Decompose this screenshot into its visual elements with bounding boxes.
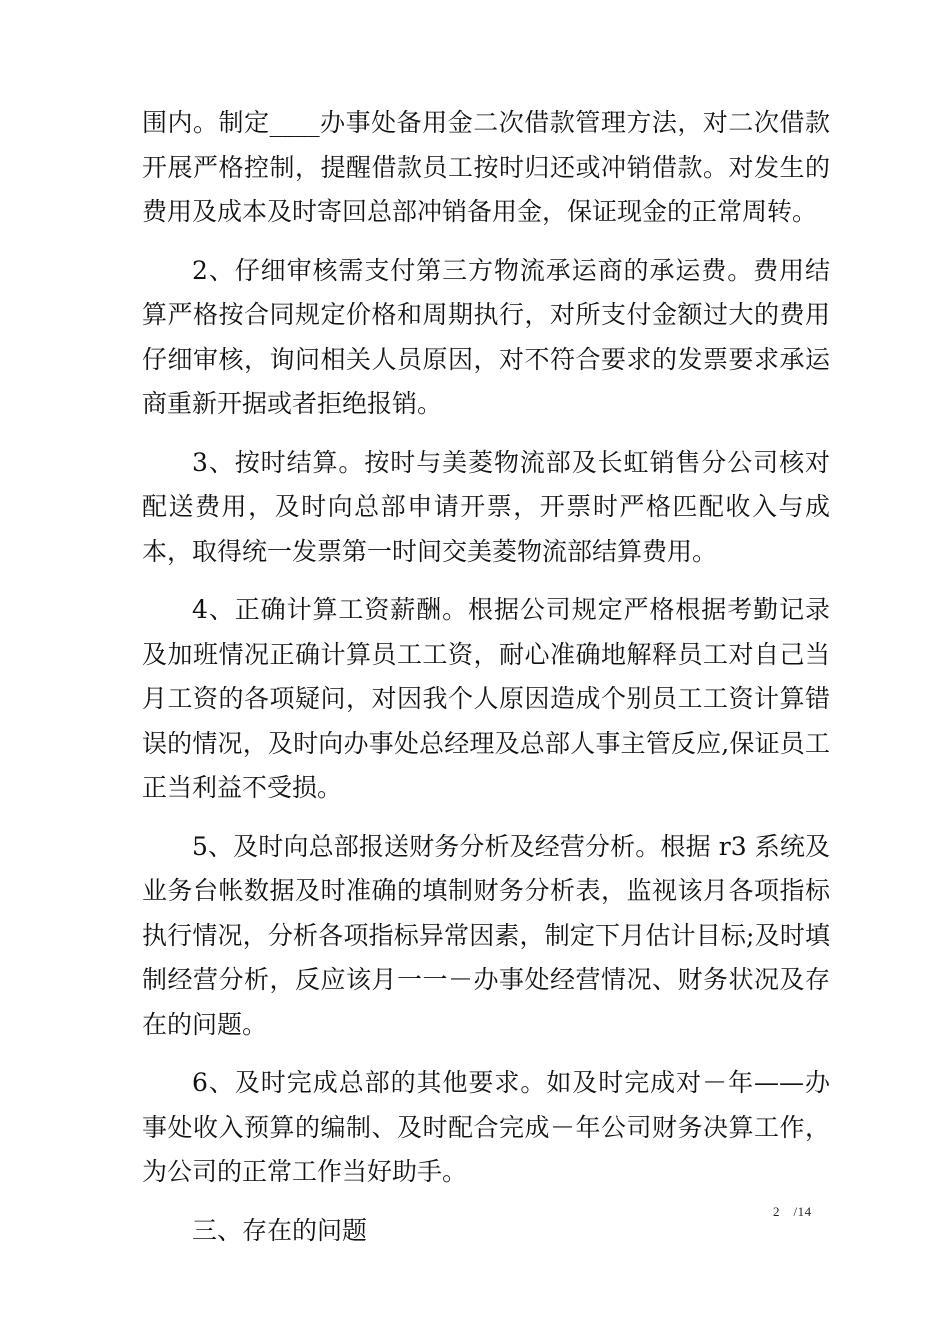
- paragraph-item-6: 6、及时完成总部的其他要求。如及时完成对－年——办事处收入预算的编制、及时配合完成－年公司财务决算工作，为公司的正常工作当好助手。: [142, 1068, 830, 1186]
- paragraph-continuation: 围内。制定____办事处备用金二次借款管理方法，对二次借款开展严格控制，提醒借款员工按时归还或冲销借款。对发生的费用及成本及时寄回总部冲销备用金，保证现金的正常周转。: [142, 108, 830, 226]
- page-number: 2 /14: [773, 1204, 812, 1219]
- paragraph-item-4: 4、正确计算工资薪酬。根据公司规定严格根据考勤记录及加班情况正确计算员工工资，耐心准确地解释员工对自己当月工资的各项疑问，对因我个人原因造成个别员工工资计算错误的情况，及时向办事处总经理及总部人事主管反应,保证员工正当利益不受损。: [142, 595, 830, 802]
- paragraph-item-5: 5、及时向总部报送财务分析及经营分析。根据 r3 系统及业务台帐数据及时准确的填制财务分析表，监视该月各项指标执行情况，分析各项指标异常因素，制定下月估计目标;及时填制经营分析，反应该月一一－办事处经营情况、财务状况及存在的问题。: [142, 831, 830, 1039]
- section-heading: 三、存在的问题: [192, 1215, 368, 1245]
- paragraph-item-2: 2、仔细审核需支付第三方物流承运商的承运费。费用结算严格按合同规定价格和周期执行，对所支付金额过大的费用仔细审核，询问相关人员原因，对不符合要求的发票要求承运商重新开据或者拒绝报销。: [142, 255, 830, 418]
- document-body: [142, 101, 830, 1267]
- paragraph-item-3: 3、按时结算。按时与美菱物流部及长虹销售分公司核对配送费用，及时向总部申请开票，开票时严格匹配收入与成本，取得统一发票第一时间交美菱物流部结算费用。: [142, 447, 830, 566]
